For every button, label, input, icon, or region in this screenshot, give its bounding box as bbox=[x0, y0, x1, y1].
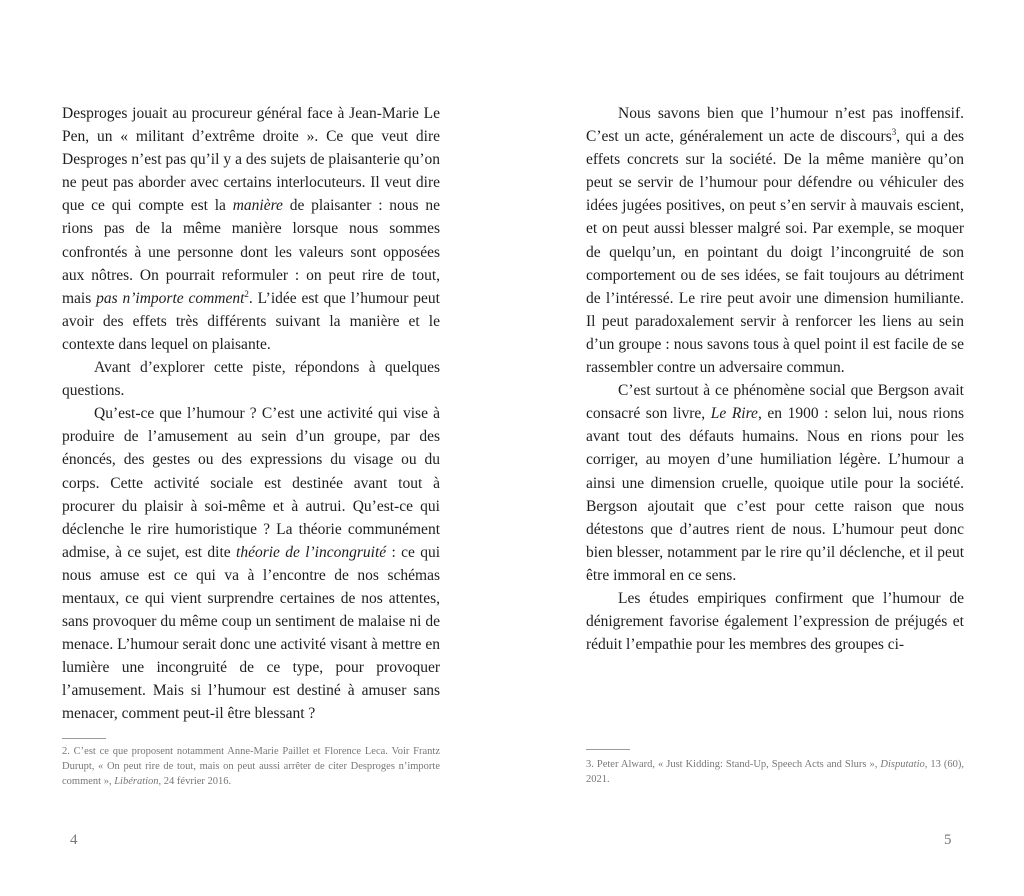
italic-title: Libération bbox=[114, 776, 159, 787]
paragraph: Desproges jouait au procureur général face à Jean-Marie Le Pen, un « militant d’extrême droite ». Ce que veut dire Desproges n’est pas qu’il y a des sujets de plaisanterie qu’on ne peut pas aborder avec certains interlocuteurs. Il veut dire que ce qui compte est la manière de plaisanter : nous ne rions pas de la même manière lorsque nous sommes confrontés à une personne dont les valeurs sont opposées aux nôtres. On pourrait reformuler : on peut rire de tout, mais pas n’importe comment$^2$. L’idée est que l’humour peut avoir des effets très différents suivant la manière et le contexte dans lequel on plaisante. bbox=[62, 105, 440, 353]
paragraph: Nous savons bien que l’humour n’est pas inoffensif. C’est un acte, généralement un acte de discours$^3$, qui a des effets concrets sur la société. De la même manière qu’on peut se servir de l’humour pour défendre ou véhiculer des idées jugées positives, on peut s’en servir à mauvais escient, et on peut aussi blesser malgré soi. Par exemple, se moquer de quelqu’un, en pointant du doigt l’incongruité de son comportement ou de ses idées, se fait toujours au détriment de l’intéressé. Le rire peut avoir une dimension humiliante. Il peut paradoxalement servir à renforcer les liens au sein d’un groupe : nous savons tous à quel point il est facile de se rassembler contre un adversaire commun. bbox=[586, 105, 964, 377]
right-page bbox=[512, 0, 1024, 896]
footnote-divider bbox=[586, 749, 630, 750]
footnote-ref[interactable]: 2 bbox=[244, 288, 249, 299]
page-number: 5 bbox=[944, 832, 952, 848]
italic-term: manière bbox=[232, 197, 283, 215]
footnote-divider bbox=[62, 738, 106, 739]
footnote: 2. C’est ce que proposent notamment Anne-Marie Paillet et Florence Leca. Voir Frantz Durupt, « On peut rire de tout, mais on peut aussi arrêter de citer Desproges n’importe comment », Libération, 24 février 2016. bbox=[62, 746, 440, 787]
paragraph: C’est surtout à ce phénomène social que Bergson avait consacré son livre, Le Rire, en 1900 : selon lui, nous rions avant tout des défauts humains. Nous en rions pour les corriger, au moyen d’une humiliation légère. L’humour a ainsi une dimension cruelle, quoique utile pour la société. Bergson ajoutait que c’est pour cette raison que nous détestons que d’autres rient de nous. L’humour peut donc bien blesser, notamment par le rire qu’il déclenche, et il peut être immoral en ce sens. bbox=[586, 382, 964, 584]
italic-term: pas n’importe comment bbox=[96, 289, 245, 307]
right-body-text bbox=[586, 102, 964, 656]
footnote-ref[interactable]: 3 bbox=[891, 126, 897, 137]
italic-title: Le Rire bbox=[710, 405, 758, 423]
page-number: 4 bbox=[70, 832, 78, 848]
paragraph: Les études empiriques confirment que l’humour de dénigrement favorise également l’expression de préjugés et réduit l’empathie pour les membres des groupes ci- bbox=[586, 589, 964, 654]
paragraph: Avant d’explorer cette piste, répondons à quelques questions. bbox=[62, 359, 440, 400]
italic-title: Disputatio bbox=[880, 759, 925, 770]
footnote: 3. Peter Alward, « Just Kidding: Stand-Up, Speech Acts and Slurs », Disputatio, 13 (60), 2021. bbox=[586, 759, 964, 785]
left-body-text bbox=[62, 102, 440, 726]
italic-term: théorie de l’incongruité bbox=[236, 543, 387, 561]
paragraph: Qu’est-ce que l’humour ? C’est une activité qui vise à produire de l’amusement au sein d’un groupe, par des énoncés, des gestes ou des expressions du visage ou du corps. Cette activité sociale est destinée avant tout à procurer du plaisir à soi-même et à autrui. Qu’est-ce qui déclenche le rire humoristique ? La théorie communément admise, à ce sujet, est dite théorie de l’incongruité : ce qui nous amuse est ce qui va à l’encontre de nos schémas mentaux, ce qui vient surprendre certaines de nos attentes, sans provoquer du même coup un sentiment de malaise ni de menace. L’humour serait donc une activité visant à mettre en lumière une incongruité de ce type, pour provoquer l’amusement. Mais si l’humour est destiné à amuser sans menacer, comment peut-il être blessant ? bbox=[62, 405, 441, 723]
